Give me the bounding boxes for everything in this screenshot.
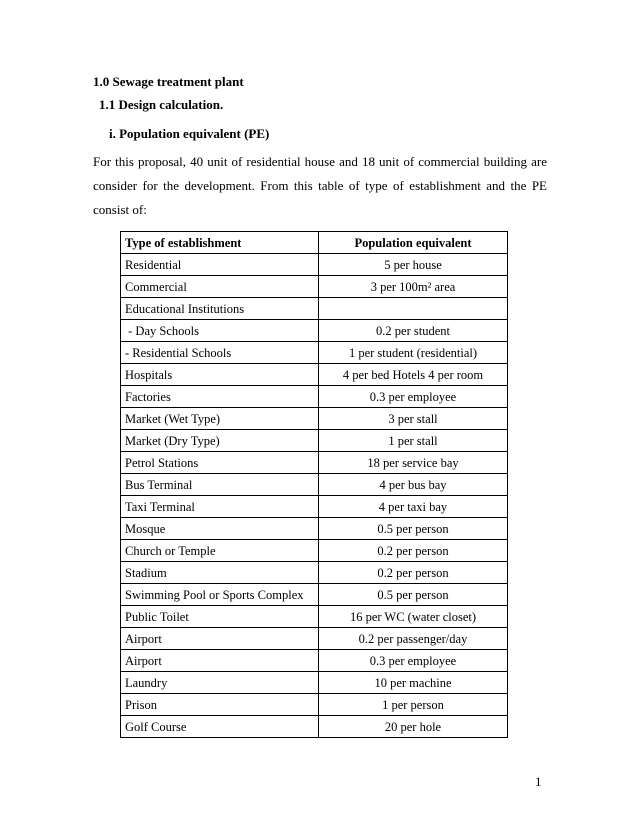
pe-value-cell: 0.2 per passenger/day xyxy=(319,628,508,650)
establishment-cell: Commercial xyxy=(121,276,319,298)
establishment-cell: Market (Wet Type) xyxy=(121,408,319,430)
table-row xyxy=(121,518,508,540)
pe-value-cell: 16 per WC (water closet) xyxy=(319,606,508,628)
pe-value-cell: 1 per student (residential) xyxy=(319,342,508,364)
establishment-cell: Stadium xyxy=(121,562,319,584)
table-row xyxy=(121,496,508,518)
establishment-cell: Church or Temple xyxy=(121,540,319,562)
table-row xyxy=(121,606,508,628)
pe-value-cell: 0.3 per employee xyxy=(319,386,508,408)
establishment-cell: Airport xyxy=(121,650,319,672)
pe-value-cell: 3 per 100m² area xyxy=(319,276,508,298)
establishment-cell: Petrol Stations xyxy=(121,452,319,474)
pe-value-cell: 3 per stall xyxy=(319,408,508,430)
population-equivalent-table xyxy=(120,231,508,738)
establishment-cell: Public Toilet xyxy=(121,606,319,628)
pe-value-cell: 0.2 per person xyxy=(319,562,508,584)
table-row xyxy=(121,320,508,342)
pe-value-cell: 4 per taxi bay xyxy=(319,496,508,518)
pe-value-cell: 0.2 per person xyxy=(319,540,508,562)
pe-value-cell xyxy=(319,298,508,320)
table-row xyxy=(121,672,508,694)
table-row xyxy=(121,694,508,716)
table-row xyxy=(121,408,508,430)
subsection-heading: 1.1 Design calculation. xyxy=(99,97,224,112)
table-row xyxy=(121,386,508,408)
table-row xyxy=(121,254,508,276)
table-row xyxy=(121,628,508,650)
pe-value-cell: 10 per machine xyxy=(319,672,508,694)
table-row xyxy=(121,452,508,474)
establishment-cell: Market (Dry Type) xyxy=(121,430,319,452)
section-heading: 1.0 Sewage treatment plant xyxy=(93,74,244,89)
establishment-cell: Prison xyxy=(121,694,319,716)
table-body xyxy=(121,254,508,738)
establishment-cell: Laundry xyxy=(121,672,319,694)
pe-value-cell: 5 per house xyxy=(319,254,508,276)
establishment-cell: Swimming Pool or Sports Complex xyxy=(121,584,319,606)
column-header-pe: Population equivalent xyxy=(319,232,508,254)
establishment-cell: Residential xyxy=(121,254,319,276)
establishment-cell: Taxi Terminal xyxy=(121,496,319,518)
page-number: 1 xyxy=(535,774,542,789)
establishment-cell: - Residential Schools xyxy=(121,342,319,364)
pe-value-cell: 0.5 per person xyxy=(319,518,508,540)
establishment-cell: Golf Course xyxy=(121,716,319,738)
table-row xyxy=(121,298,508,320)
establishment-cell: Airport xyxy=(121,628,319,650)
table-header-row xyxy=(121,232,508,254)
pe-value-cell: 4 per bus bay xyxy=(319,474,508,496)
column-header-establishment: Type of establishment xyxy=(121,232,319,254)
table-row xyxy=(121,716,508,738)
pe-value-cell: 18 per service bay xyxy=(319,452,508,474)
intro-paragraph: For this proposal, 40 unit of residential house and 18 unit of commercial building are consider for the development. From this table of type of establishment and the PE consist of: xyxy=(93,154,547,217)
table-row xyxy=(121,540,508,562)
pe-value-cell: 1 per stall xyxy=(319,430,508,452)
table-row xyxy=(121,584,508,606)
pe-value-cell: 0.3 per employee xyxy=(319,650,508,672)
pe-value-cell: 0.2 per student xyxy=(319,320,508,342)
table-row xyxy=(121,474,508,496)
establishment-cell: Bus Terminal xyxy=(121,474,319,496)
table-row xyxy=(121,562,508,584)
establishment-cell: - Day Schools xyxy=(121,320,319,342)
establishment-cell: Factories xyxy=(121,386,319,408)
table-row xyxy=(121,342,508,364)
table-row xyxy=(121,276,508,298)
establishment-cell: Hospitals xyxy=(121,364,319,386)
table-row xyxy=(121,364,508,386)
establishment-cell: Educational Institutions xyxy=(121,298,319,320)
table-row xyxy=(121,430,508,452)
pe-value-cell: 0.5 per person xyxy=(319,584,508,606)
pe-value-cell: 1 per person xyxy=(319,694,508,716)
subsubsection-heading: i. Population equivalent (PE) xyxy=(109,126,270,141)
pe-value-cell: 4 per bed Hotels 4 per room xyxy=(319,364,508,386)
establishment-cell: Mosque xyxy=(121,518,319,540)
pe-value-cell: 20 per hole xyxy=(319,716,508,738)
table-row xyxy=(121,650,508,672)
